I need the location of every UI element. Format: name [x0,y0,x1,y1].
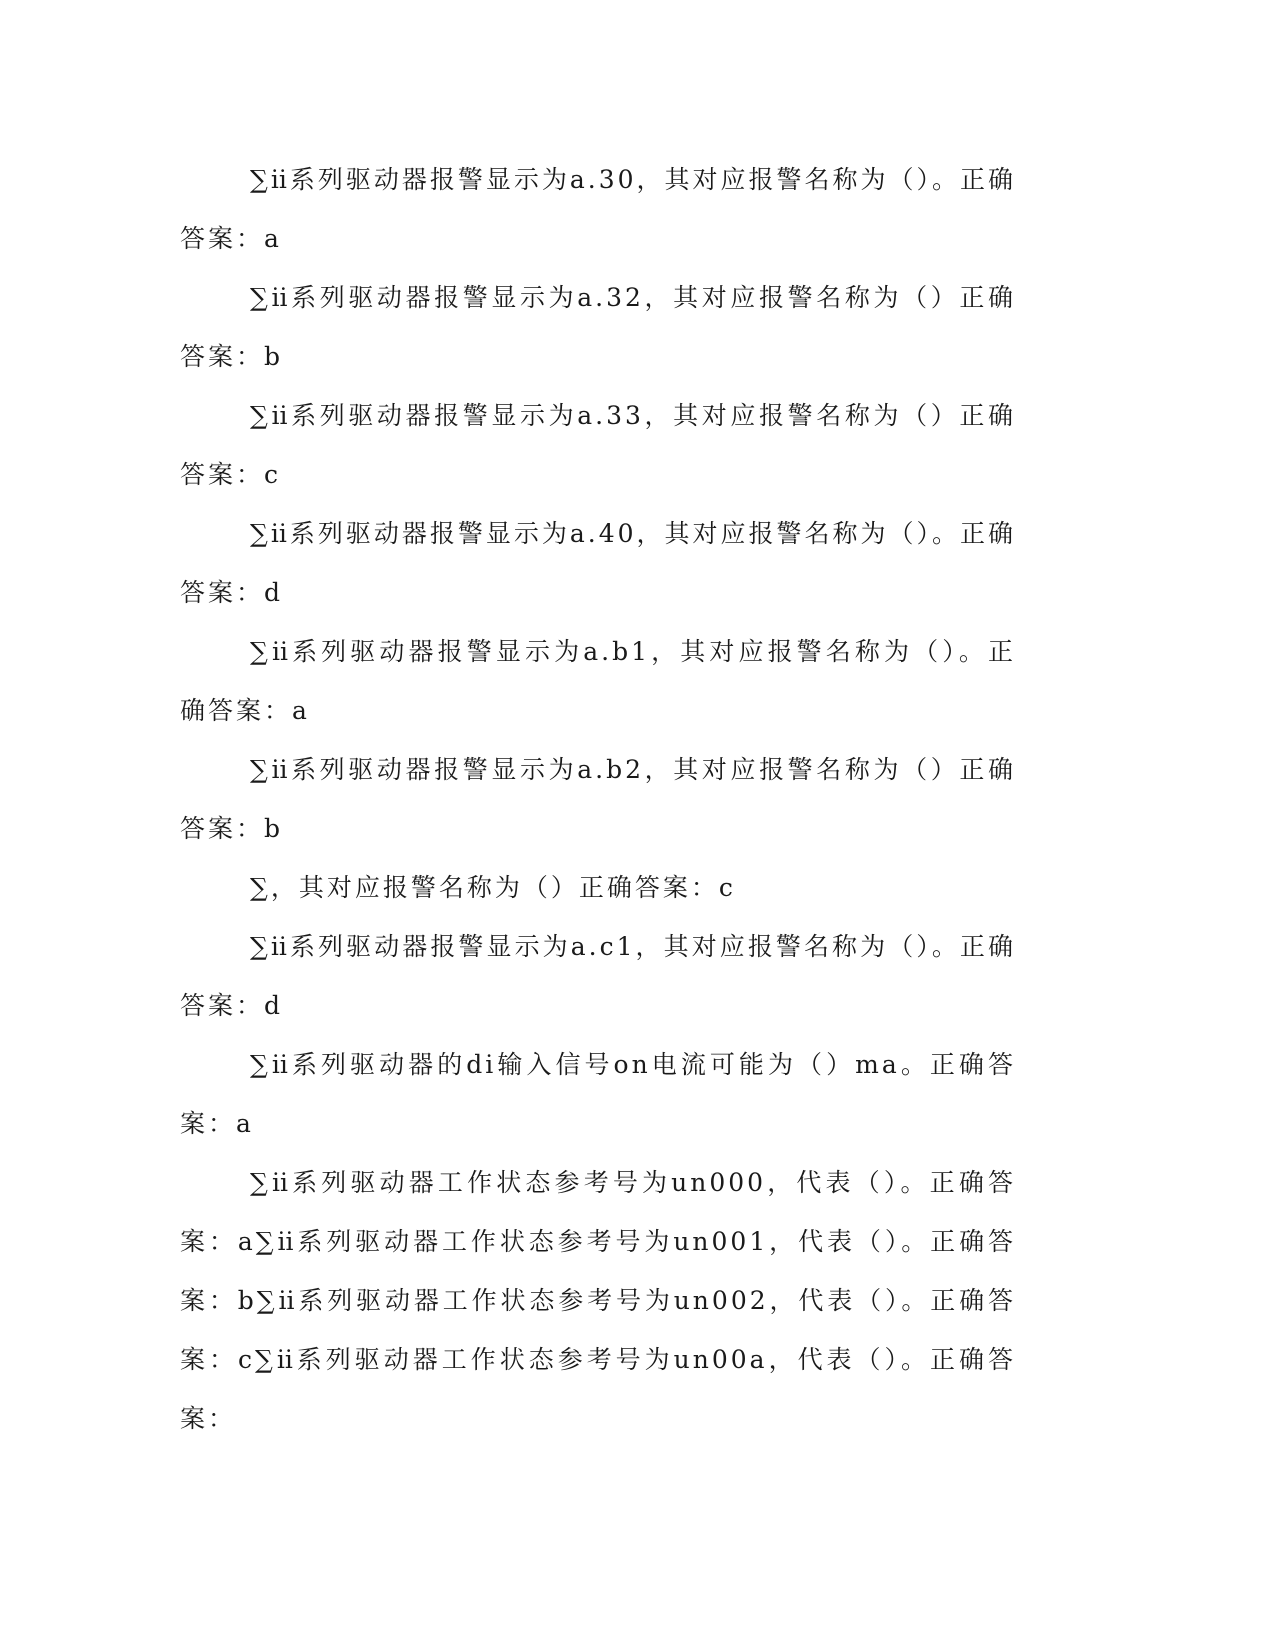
document-page [180,150,1016,1448]
question-paragraph-9: ∑ⅱ系列驱动器的di输入信号on电流可能为（）ma。正确答案：a [180,1050,1016,1138]
question-paragraph-5: ∑ⅱ系列驱动器报警显示为a.b1，其对应报警名称为（）。正确答案：a [180,637,1016,725]
question-paragraph-1: ∑ⅱ系列驱动器报警显示为a.30，其对应报警名称为（）。正确答案：a [180,165,1017,253]
question-paragraph-8: ∑ⅱ系列驱动器报警显示为a.c1，其对应报警名称为（）。正确答案：d [180,932,1016,1020]
question-paragraph-2: ∑ⅱ系列驱动器报警显示为a.32，其对应报警名称为（）正确答案：b [180,283,1016,371]
question-paragraph-10: ∑ⅱ系列驱动器工作状态参考号为un000，代表（）。正确答案：a∑ⅱ系列驱动器工作状态参考号为un001，代表（）。正确答案：b∑ⅱ系列驱动器工作状态参考号为un002，代表（）。正确答案：c∑ⅱ系列驱动器工作状态参考号为un00a，代表（）。正确答案： [180,1168,1016,1433]
question-paragraph-7: ∑，其对应报警名称为（）正确答案：c [250,873,736,902]
question-paragraph-4: ∑ⅱ系列驱动器报警显示为a.40，其对应报警名称为（）。正确答案：d [180,519,1017,607]
question-paragraph-6: ∑ⅱ系列驱动器报警显示为a.b2，其对应报警名称为（）正确答案：b [180,755,1016,843]
question-paragraph-3: ∑ⅱ系列驱动器报警显示为a.33，其对应报警名称为（）正确答案：c [180,401,1016,489]
